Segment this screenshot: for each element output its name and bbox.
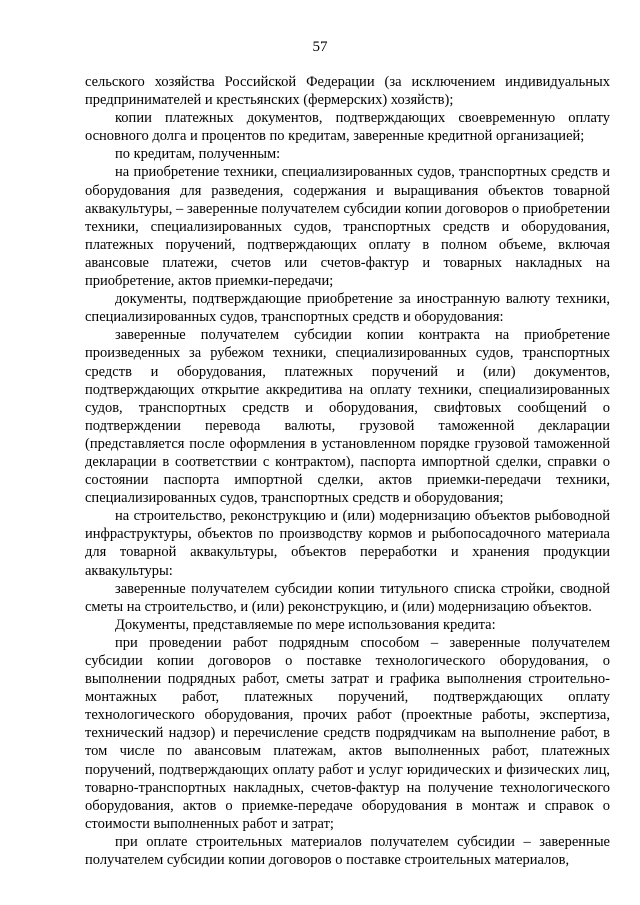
paragraph: на строительство, реконструкцию и (или) модернизацию объектов рыбоводной инфраструктуры, объектов по производству кормов и рыбопосадочного материала для товарной аквакультуры, объектов переработки и хранения продукции аквакультуры: [85, 508, 610, 579]
paragraph: на приобретение техники, специализированных судов, транспортных средств и оборудования для разведения, содержания и выращивания объектов товарной аквакультуры, – заверенные получателем субсидии копии договоров о приобретении техники, специализированных судов, транспортных средств и оборудования, платежных поручений, подтверждающих оплату в полном объеме, включая авансовые платежи, счетов или счетов-фактур и товарных накладных на приобретение, актов приемки-передачи; [85, 164, 610, 290]
paragraph: Документы, представляемые по мере использования кредита: [115, 616, 496, 633]
paragraph: заверенные получателем субсидии копии контракта на приобретение произведенных за рубежом техники, специализированных судов, транспортных средств и оборудования, платежных поручений и (или) документов, подтверждающих открытие аккредитива на оплату техники, специализированных судов, транспортных средств и оборудования, свифтовых сообщений о подтверждении перевода валюты, грузовой таможенной декларации (представляется после оформления в установленном порядке грузовой таможенной декларации в соответствии с контрактом), паспорта импортной сделки, справки о состоянии паспорта импортной сделки, актов приемки-передачи техники, специализированных судов, транспортных средств и оборудования; [85, 327, 610, 507]
paragraph: при оплате строительных материалов получателем субсидии – заверенные получателем субсидии копии договоров о поставке строительных материалов, [85, 833, 610, 869]
paragraph: документы, подтверждающие приобретение за иностранную валюту техники, специализированных судов, транспортных средств и оборудования: [85, 291, 610, 326]
document-body [85, 73, 610, 869]
paragraph: копии платежных документов, подтверждающих своевременную оплату основного долга и процентов по кредитам, заверенные кредитной организацией; [85, 110, 610, 145]
paragraph: по кредитам, полученным: [115, 146, 281, 163]
paragraph: заверенные получателем субсидии копии титульного списка стройки, сводной сметы на строительство, и (или) реконструкцию, и (или) модернизацию объектов. [85, 580, 610, 615]
page-number: 57 [312, 39, 328, 55]
paragraph: сельского хозяйства Российской Федерации (за исключением индивидуальных предпринимателей и крестьянских (фермерских) хозяйств); [85, 74, 610, 109]
paragraph: при проведении работ подрядным способом – заверенные получателем субсидии копии договоров о поставке технологического оборудования, о выполнении подрядных работ, сметы затрат и графика выполнения строительно-монтажных работ, платежных поручений, подтверждающих оплату технологического оборудования, прочих работ (проектные работы, экспертиза, технический надзор) и перечисление средств подрядчикам на выполнение работ, в том числе по авансовым платежам, актов выполненных работ, платежных поручений, подтверждающих оплату работ и услуг юридических и физических лиц, товарно-транспортных накладных, счетов-фактур на получение технологического оборудования, актов о приемке-передаче оборудования в монтаж и справок о стоимости выполненных работ и затрат; [85, 634, 610, 832]
